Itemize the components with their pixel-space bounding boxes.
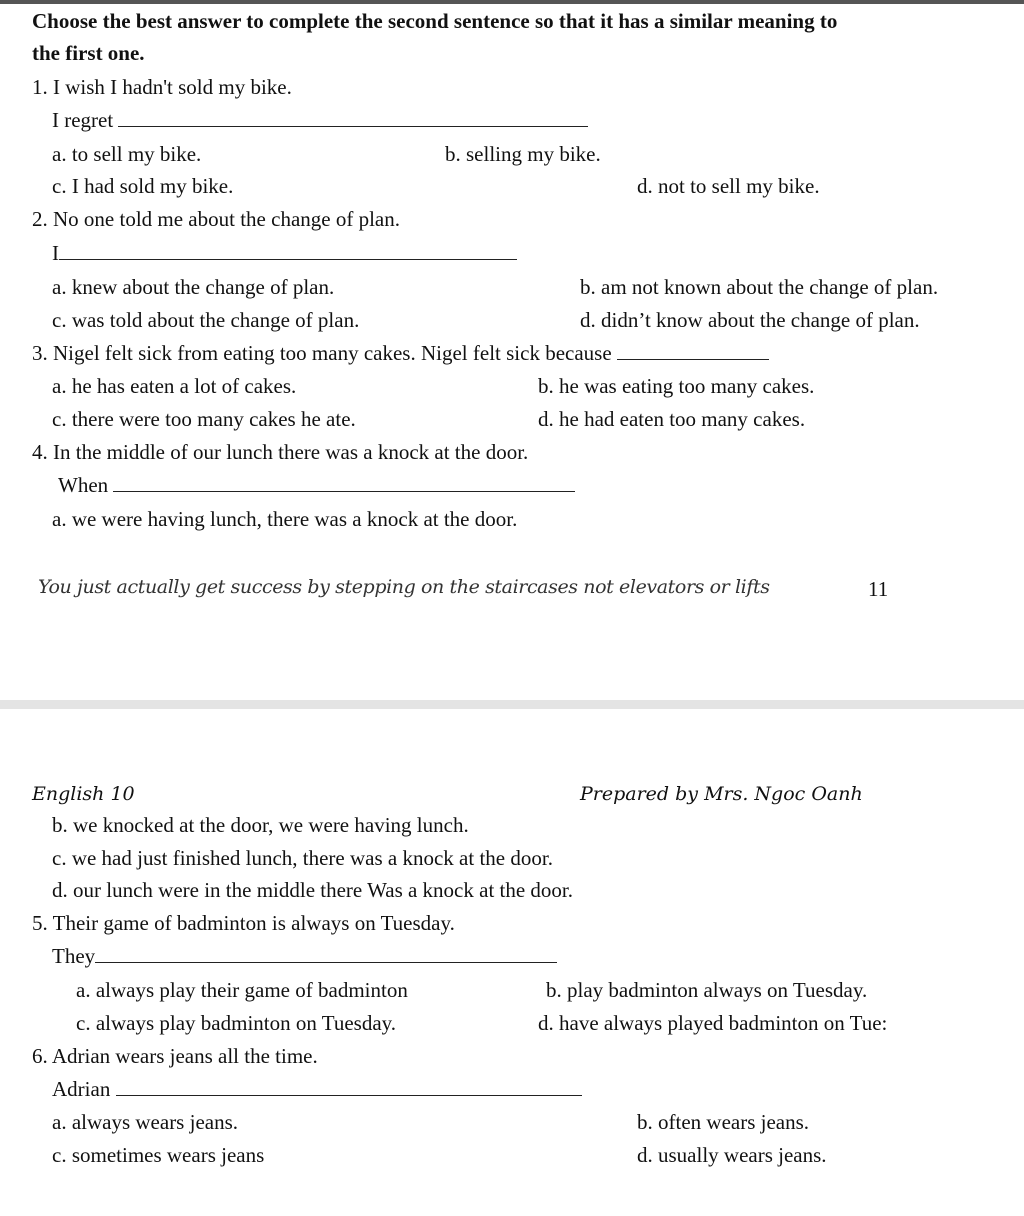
q1-stem: 1. I wish I hadn't sold my bike.	[32, 75, 292, 99]
q1-option-a: a. to sell my bike.	[52, 142, 202, 166]
q6-lead	[52, 1076, 582, 1102]
q4-stem: 4. In the middle of our lunch there was a knock at the door.	[32, 440, 529, 464]
q1-answer-blank	[118, 108, 588, 127]
q5-answer-blank	[95, 944, 557, 963]
q4-answer-blank	[113, 473, 575, 492]
header-subject: English 10	[32, 783, 135, 805]
instruction-line-1: Choose the best answer to complete the second sentence so that it has a similar meaning to	[32, 9, 838, 33]
q4-lead	[58, 472, 575, 498]
q1-option-c: c. I had sold my bike.	[52, 174, 234, 198]
q3-stem	[32, 340, 769, 366]
q3-answer-blank	[617, 341, 769, 360]
q2-lead-text: I	[52, 241, 59, 265]
q2-stem: 2. No one told me about the change of plan.	[32, 207, 400, 231]
q6-answer-blank	[116, 1077, 582, 1096]
q2-option-c: c. was told about the change of plan.	[52, 308, 360, 332]
q6-option-a: a. always wears jeans.	[52, 1110, 239, 1134]
q5-option-d: d. have always played badminton on Tue:	[538, 1011, 888, 1035]
top-edge	[0, 0, 1024, 4]
q6-option-c: c. sometimes wears jeans	[52, 1143, 265, 1167]
q6-stem: 6. Adrian wears jeans all the time.	[32, 1044, 318, 1068]
q6-option-b: b. often wears jeans.	[637, 1110, 810, 1134]
q3-option-d: d. he had eaten too many cakes.	[538, 407, 806, 431]
q1-option-d: d. not to sell my bike.	[637, 174, 820, 198]
q1-lead-text: I regret	[52, 108, 114, 132]
q2-option-a: a. knew about the change of plan.	[52, 275, 335, 299]
footer-quote: You just actually get success by stepping on the staircases not elevators or lifts	[38, 576, 770, 598]
q1-lead	[52, 107, 588, 133]
q4-option-a: a. we were having lunch, there was a knock at the door.	[52, 507, 518, 531]
instruction-line-2: the first one.	[32, 41, 145, 65]
q4-option-c: c. we had just finished lunch, there was a knock at the door.	[52, 846, 553, 870]
q1-option-b: b. selling my bike.	[445, 142, 601, 166]
q4-option-b: b. we knocked at the door, we were having lunch.	[52, 813, 469, 837]
q5-option-a: a. always play their game of badminton	[76, 978, 408, 1002]
page-break	[0, 700, 1024, 709]
q5-option-b: b. play badminton always on Tuesday.	[546, 978, 868, 1002]
q5-option-c: c. always play badminton on Tuesday.	[76, 1011, 397, 1035]
page-number: 11	[868, 577, 889, 601]
q3-option-b: b. he was eating too many cakes.	[538, 374, 815, 398]
q3-option-c: c. there were too many cakes he ate.	[52, 407, 356, 431]
q4-option-d: d. our lunch were in the middle there Was a knock at the door.	[52, 878, 574, 902]
q2-option-d: d. didn’t know about the change of plan.	[580, 308, 920, 332]
q5-lead-text: They	[52, 944, 96, 968]
q2-lead	[52, 240, 517, 266]
q2-answer-blank	[59, 241, 517, 260]
q6-lead-text: Adrian	[52, 1077, 111, 1101]
q3-option-a: a. he has eaten a lot of cakes.	[52, 374, 297, 398]
q6-option-d: d. usually wears jeans.	[637, 1143, 827, 1167]
q5-lead	[52, 943, 557, 969]
header-author: Prepared by Mrs. Ngoc Oanh	[580, 783, 863, 805]
q5-stem: 5. Their game of badminton is always on Tuesday.	[32, 911, 455, 935]
q2-option-b: b. am not known about the change of plan.	[580, 275, 939, 299]
q3-stem-text: 3. Nigel felt sick from eating too many cakes. Nigel felt sick because	[32, 341, 612, 365]
q4-lead-text: When	[58, 473, 109, 497]
